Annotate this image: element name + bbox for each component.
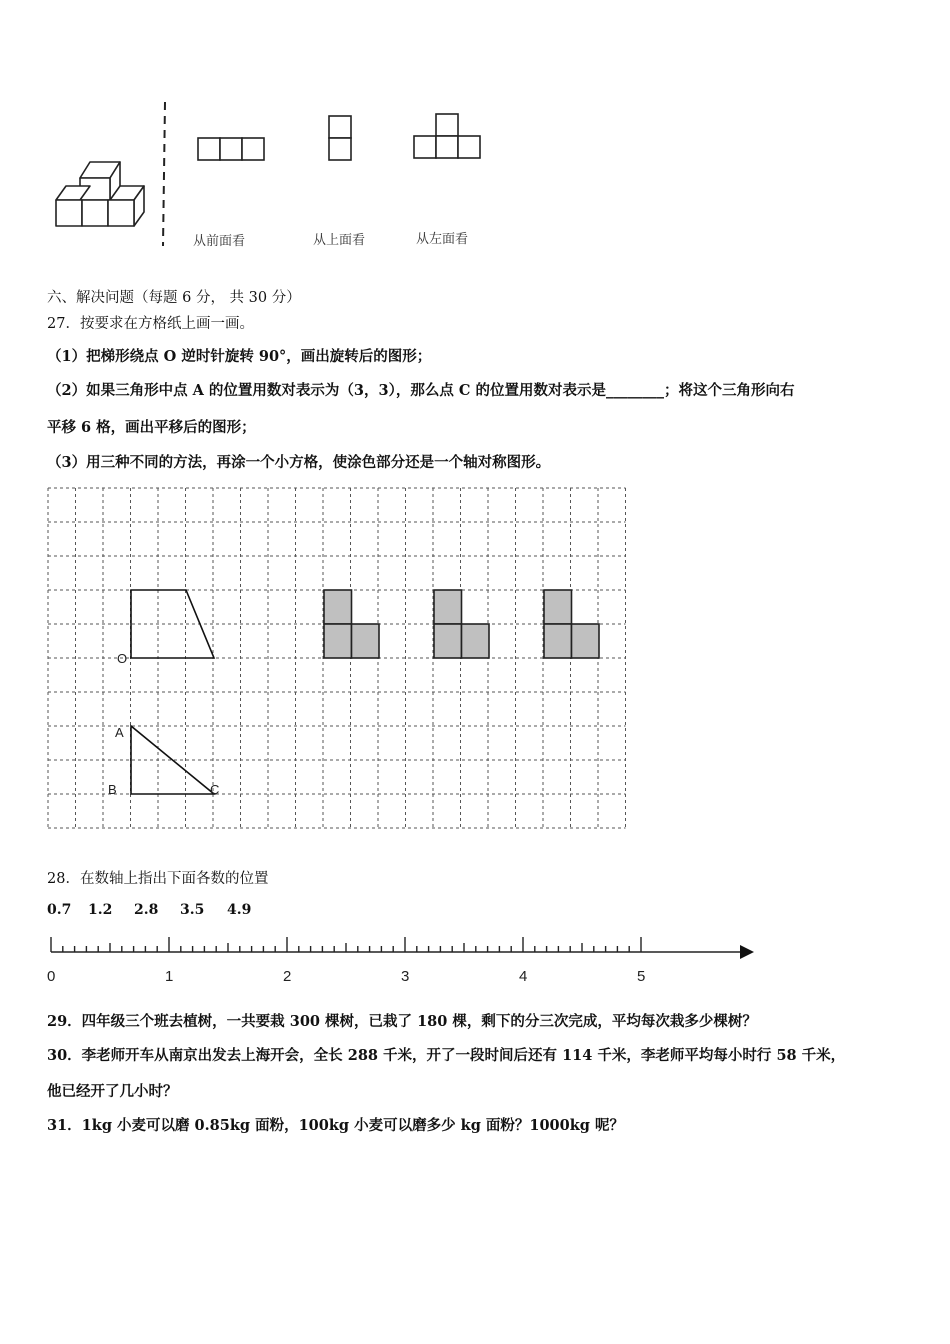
q30-line1: 30．李老师开车从南京出发去上海开会，全长 288 千米，开了一段时间后还有 114 千米，李老师平均每小时行 58 千米， <box>47 1047 846 1064</box>
q28-number-3: 2.8 <box>134 902 159 918</box>
q27-part2-line1: （2）如果三角形中点 A 的位置用数对表示为（3，3），那么点 C 的位置用数对表示是________；将这个三角形向右 <box>47 382 795 399</box>
q27-part3: （3）用三种不同的方法，再涂一个小方格，使涂色部分还是一个轴对称图形。 <box>47 454 551 471</box>
label-a: A <box>115 725 124 740</box>
left-view-caption: 从左面看 <box>416 232 469 247</box>
q30-line2: 他已经开了几小时？ <box>47 1083 178 1100</box>
shaded-shape-2 <box>434 590 489 658</box>
top-view-caption: 从上面看 <box>313 233 366 248</box>
number-line <box>40 925 770 995</box>
top-view-shape <box>327 114 355 164</box>
q27-title: 27．按要求在方格纸上画一画。 <box>47 316 254 332</box>
q28-title: 28．在数轴上指出下面各数的位置 <box>47 871 269 887</box>
trapezoid <box>131 590 214 658</box>
q31-text: 31．1kg 小麦可以磨 0.85kg 面粉，100kg 小麦可以磨多少 kg 面粉？1000kg 呢？ <box>47 1117 624 1134</box>
label-c: C <box>210 782 220 797</box>
front-view-shape <box>196 136 268 164</box>
front-view-caption: 从前面看 <box>193 234 246 249</box>
grid-paper <box>40 482 640 837</box>
axis-tick-label: 5 <box>637 968 646 985</box>
label-o: O <box>117 651 128 666</box>
axis-tick-label: 4 <box>519 968 528 985</box>
axis-tick-label: 3 <box>401 968 410 985</box>
q28-number-5: 4.9 <box>227 902 252 918</box>
left-view-shape <box>412 112 484 164</box>
shaded-shape-1 <box>324 590 379 658</box>
arrow-head <box>740 945 754 959</box>
triangle <box>131 726 214 794</box>
dashed-divider <box>160 100 170 248</box>
q28-number-4: 3.5 <box>180 902 205 918</box>
q28-number-1: 0.7 <box>47 902 72 918</box>
q27-part2-line2: 平移 6 格，画出平移后的图形； <box>47 419 256 436</box>
axis-tick-label: 2 <box>283 968 292 985</box>
axis-tick-label: 1 <box>165 968 174 985</box>
cube-stack-figure <box>50 100 160 235</box>
label-b: B <box>108 782 117 797</box>
axis-tick-label: 0 <box>47 968 56 985</box>
q29-text: 29．四年级三个班去植树，一共要栽 300 棵树，已栽了 180 棵，剩下的分三次完成，平均每次栽多少棵树？ <box>47 1013 757 1030</box>
q28-number-2: 1.2 <box>88 902 113 918</box>
q27-part1: （1）把梯形绕点 O 逆时针旋转 90°，画出旋转后的图形； <box>47 348 432 365</box>
section-six-heading: 六、解决问题（每题 6 分， 共 30 分） <box>47 290 301 306</box>
shaded-shape-3 <box>544 590 599 658</box>
